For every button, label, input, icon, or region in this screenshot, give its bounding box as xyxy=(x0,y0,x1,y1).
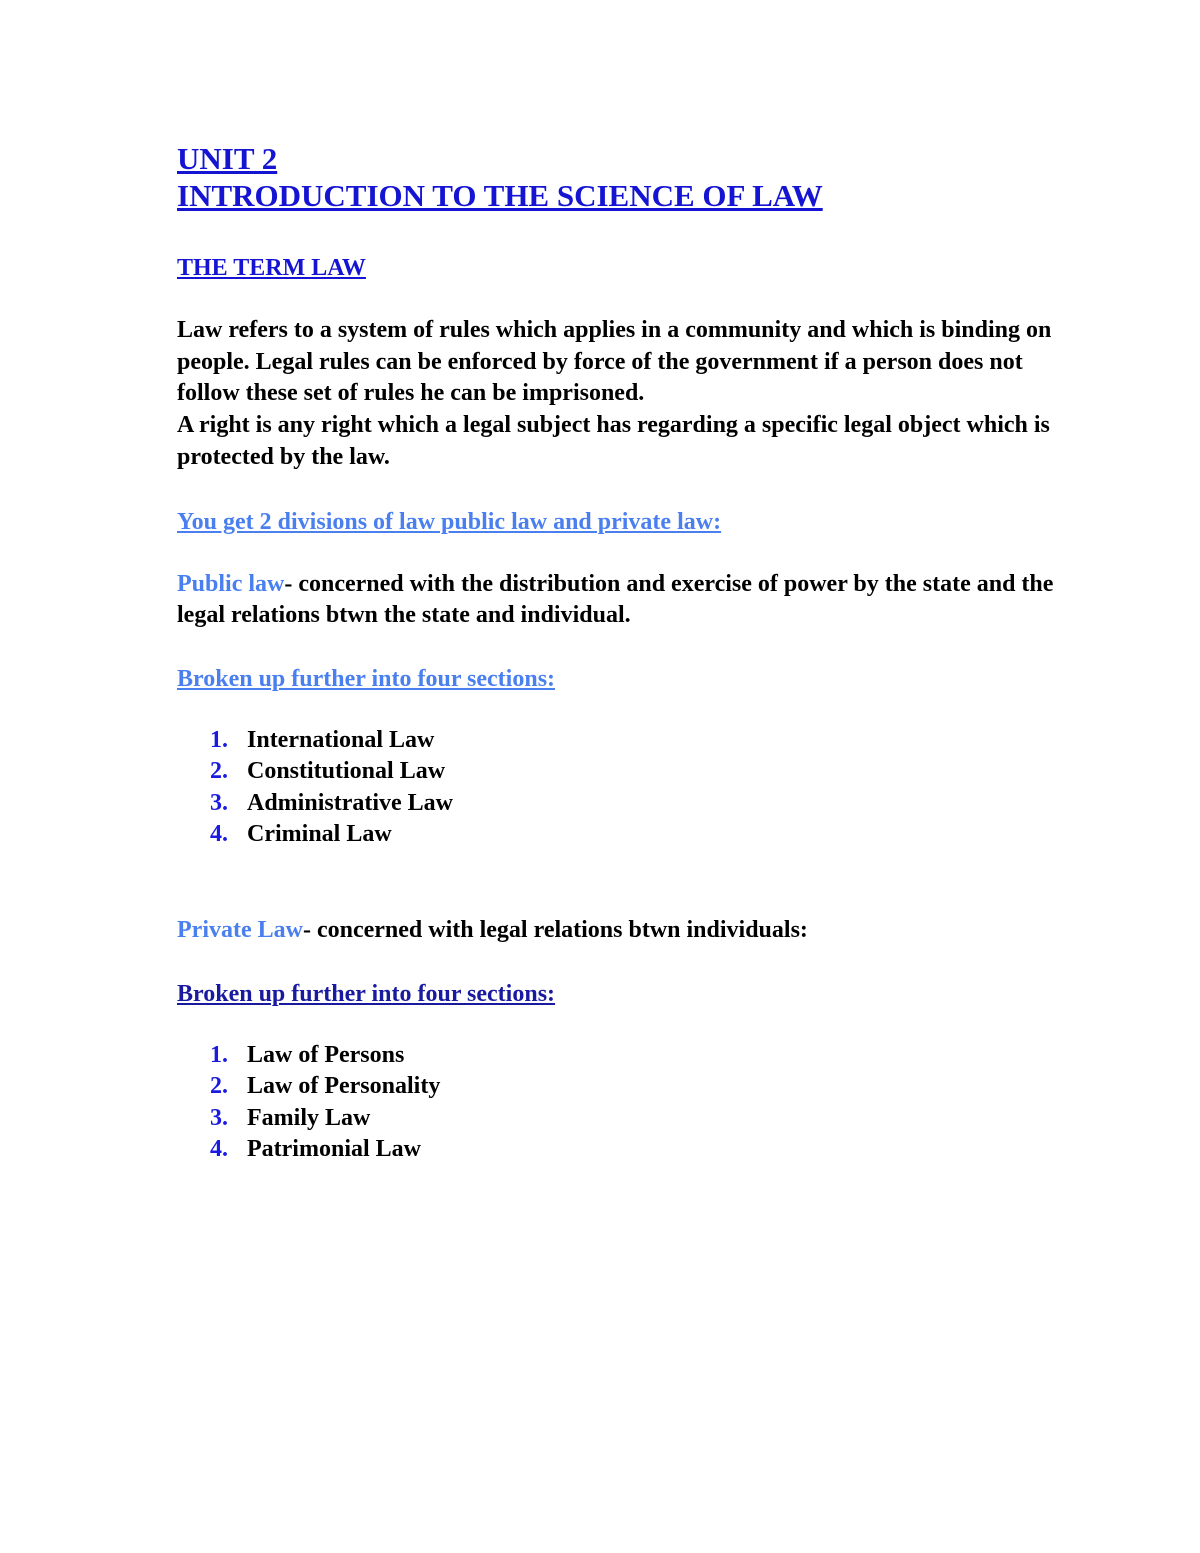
list-number: 4. xyxy=(210,1136,228,1163)
list-item-label: International Law xyxy=(247,726,435,753)
public-law-list xyxy=(177,725,1057,851)
list-item-label: Criminal Law xyxy=(247,821,392,848)
list-number: 2. xyxy=(210,758,228,785)
private-law-list xyxy=(177,1040,1057,1166)
list-number: 3. xyxy=(210,1104,228,1131)
list-number: 1. xyxy=(210,1041,228,1068)
unit-title: UNIT 2 xyxy=(177,141,278,176)
list-item xyxy=(177,819,1057,851)
list-number: 1. xyxy=(210,726,228,753)
list-number: 4. xyxy=(210,821,228,848)
list-item xyxy=(177,725,1057,757)
right-definition-paragraph: A right is any right which a legal subject has regarding a specific legal object which is protected by the law. xyxy=(177,412,1050,470)
private-law-sections-heading: Broken up further into four sections: xyxy=(177,980,556,1007)
divisions-heading: You get 2 divisions of law public law and private law: xyxy=(177,508,722,535)
list-item xyxy=(177,1071,1057,1103)
list-item xyxy=(177,756,1057,788)
public-law-definition: - concerned with the distribution and exercise of power by the state and the legal relations btwn the state and individual. xyxy=(177,570,1054,629)
list-item-label: Family Law xyxy=(247,1104,371,1131)
list-number: 2. xyxy=(210,1073,228,1100)
list-item-label: Law of Personality xyxy=(247,1073,441,1100)
document-page xyxy=(177,140,1057,1166)
public-law-paragraph xyxy=(177,569,1057,632)
term-law-heading: THE TERM LAW xyxy=(177,255,366,281)
list-item-label: Law of Persons xyxy=(247,1041,405,1068)
law-definition-paragraph: Law refers to a system of rules which applies in a community and which is binding on people. Legal rules can be enforced by force of the government if a person does not follow these set of rules he can be imprisoned. xyxy=(177,317,1052,407)
list-number: 3. xyxy=(210,789,228,816)
list-item xyxy=(177,788,1057,820)
list-item-label: Administrative Law xyxy=(247,789,453,816)
document-title: INTRODUCTION TO THE SCIENCE OF LAW xyxy=(177,178,823,213)
private-law-term: Private Law xyxy=(177,916,303,943)
list-item xyxy=(177,1103,1057,1135)
list-item xyxy=(177,1134,1057,1166)
list-item-label: Patrimonial Law xyxy=(247,1136,421,1163)
list-item xyxy=(177,1040,1057,1072)
public-law-term: Public law xyxy=(177,570,285,597)
private-law-definition: - concerned with legal relations btwn individuals: xyxy=(302,916,808,943)
private-law-paragraph xyxy=(177,915,1057,947)
list-item-label: Constitutional Law xyxy=(247,758,446,785)
public-law-sections-heading: Broken up further into four sections: xyxy=(177,665,556,692)
